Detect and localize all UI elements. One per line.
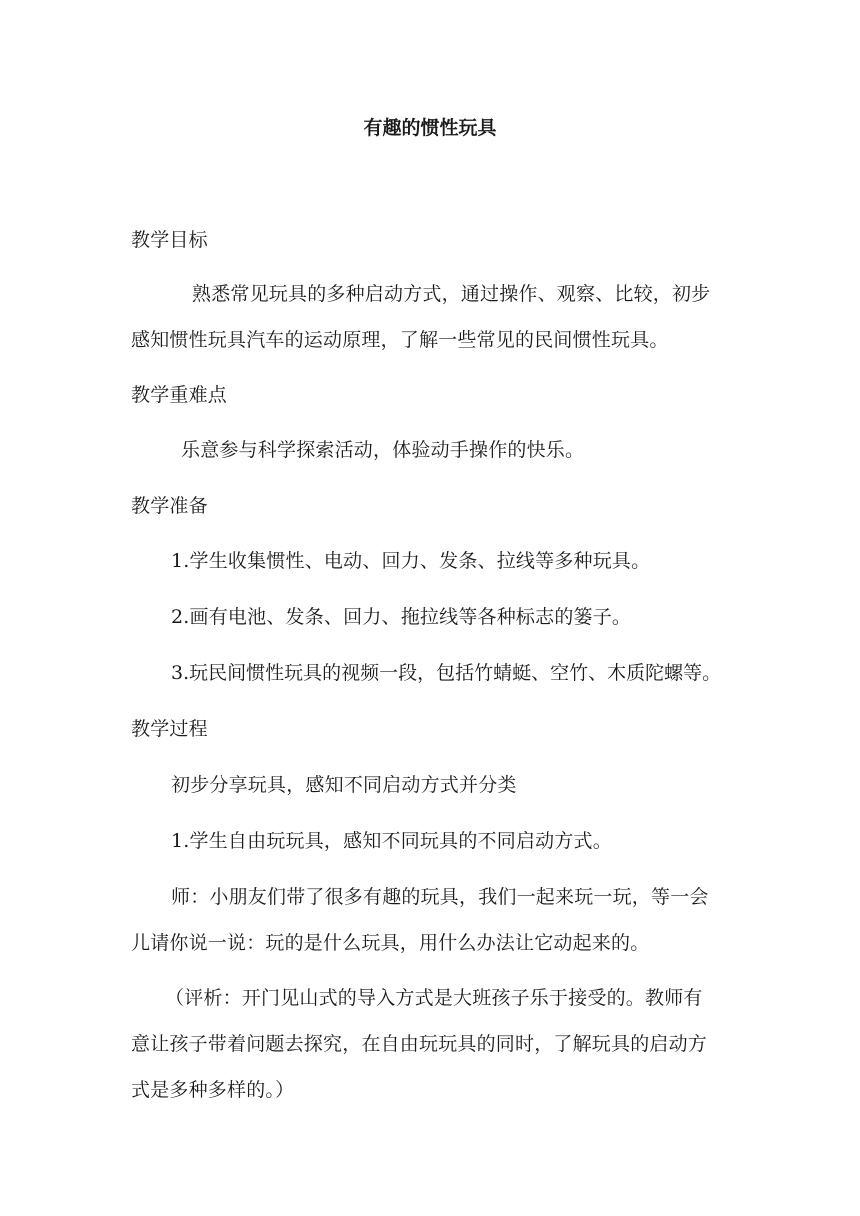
goals-line-2: 感知惯性玩具汽车的运动原理，了解一些常见的民间惯性玩具。	[131, 329, 669, 351]
goals-line-1: 熟悉常见玩具的多种启动方式，通过操作、观察、比较，初步	[192, 283, 711, 305]
key-points-line-1: 乐意参与科学探索活动，体验动手操作的快乐。	[181, 439, 585, 461]
section-heading-process: 教学过程	[131, 718, 208, 740]
section-heading-preparation: 教学准备	[131, 495, 208, 517]
preparation-item-1: 1.学生收集惯性、电动、回力、发条、拉线等多种玩具。	[171, 550, 651, 572]
process-line-7: 式是多种多样的。）	[131, 1079, 295, 1101]
section-heading-goals: 教学目标	[131, 229, 208, 251]
preparation-item-2: 2.画有电池、发条、回力、拖拉线等各种标志的篓子。	[171, 606, 632, 628]
process-line-4: 儿请你说一说：玩的是什么玩具，用什么办法让它动起来的。	[131, 932, 650, 954]
process-line-3: 师：小朋友们带了很多有趣的玩具，我们一起来玩一玩，等一会	[171, 886, 709, 908]
preparation-item-3: 3.玩民间惯性玩具的视频一段，包括竹蜻蜓、空竹、木质陀螺等。	[171, 662, 722, 684]
process-line-1: 初步分享玩具，感知不同启动方式并分类	[171, 774, 517, 796]
process-line-2: 1.学生自由玩玩具，感知不同玩具的不同启动方式。	[171, 830, 612, 852]
section-heading-key-points: 教学重难点	[131, 384, 228, 406]
process-line-5: （评析：开门见山式的导入方式是大班孩子乐于接受的。教师有	[165, 987, 703, 1009]
process-line-6: 意让孩子带着问题去探究，在自由玩玩具的同时，了解玩具的启动方	[131, 1033, 708, 1055]
document-title: 有趣的惯性玩具	[363, 117, 497, 139]
